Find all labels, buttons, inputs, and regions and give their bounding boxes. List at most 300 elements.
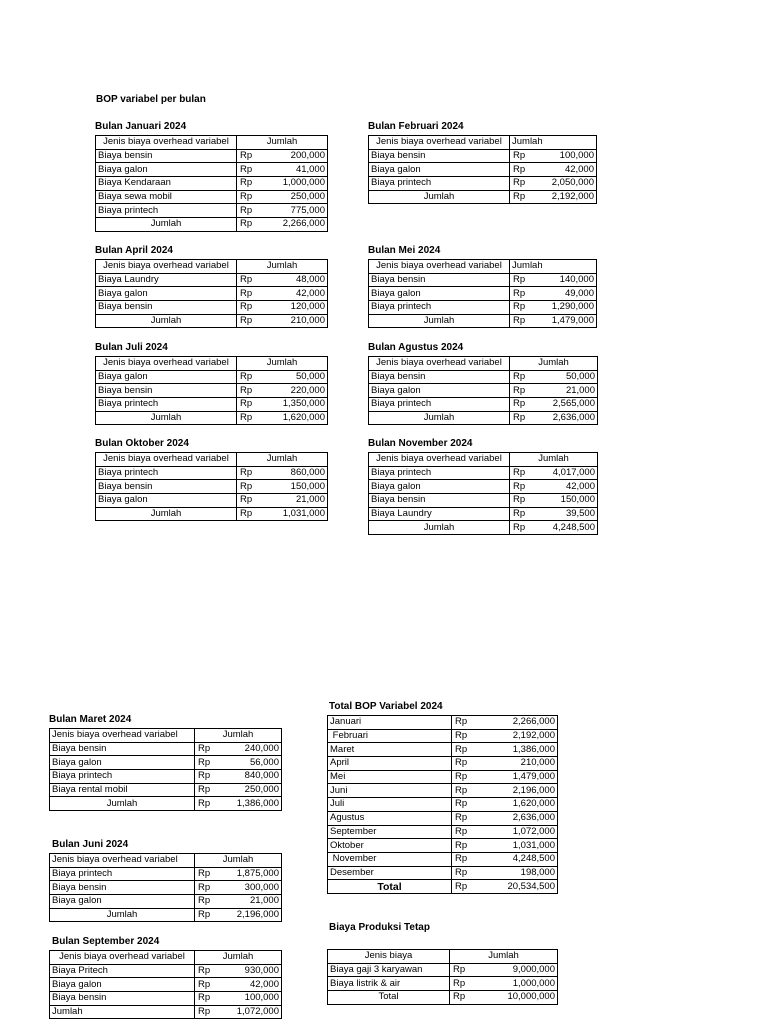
row-value: 1,290,000 xyxy=(532,301,597,315)
table-row xyxy=(369,301,597,315)
table-row xyxy=(96,163,328,177)
total-value: 10,000,000 xyxy=(480,991,558,1005)
cost-table xyxy=(49,853,282,922)
total-value: 1,479,000 xyxy=(532,314,597,328)
table-block-oktober xyxy=(95,437,328,521)
row-label: Biaya bensin xyxy=(96,301,237,315)
table-row xyxy=(50,881,282,895)
row-value: 100,000 xyxy=(532,149,597,163)
month-label: Desember xyxy=(328,866,452,880)
summary-table xyxy=(327,715,558,894)
total-currency: Rp xyxy=(510,411,532,425)
total-label: Jumlah xyxy=(96,507,237,521)
row-currency: Rp xyxy=(195,770,217,784)
table-row xyxy=(50,756,282,770)
table-total-row xyxy=(369,521,598,535)
total-currency: Rp xyxy=(510,314,532,328)
row-value: 1,875,000 xyxy=(217,867,282,881)
header-cost-type: Jenis biaya overhead variabel xyxy=(369,357,510,371)
row-currency: Rp xyxy=(237,384,259,398)
table-title: Bulan Maret 2024 xyxy=(49,714,132,725)
table-header-row xyxy=(50,854,282,868)
row-label: Biaya printech xyxy=(96,204,237,218)
row-label: Biaya galon xyxy=(96,163,237,177)
row-label: Biaya printech xyxy=(369,177,510,191)
row-currency: Rp xyxy=(510,163,532,177)
header-cost-type: Jenis biaya overhead variabel xyxy=(369,260,510,274)
table-block-agustus xyxy=(368,341,598,425)
table-row xyxy=(369,507,598,521)
row-currency: Rp xyxy=(237,149,259,163)
table-title: Bulan April 2024 xyxy=(95,245,173,256)
table-row xyxy=(328,770,558,784)
document-title: BOP variabel per bulan xyxy=(96,94,206,105)
row-currency: Rp xyxy=(510,507,532,521)
row-value: 2,636,000 xyxy=(482,811,558,825)
row-value: 140,000 xyxy=(532,273,597,287)
row-currency: Rp xyxy=(452,825,482,839)
row-label: Biaya bensin xyxy=(369,370,510,384)
table-row xyxy=(96,480,328,494)
total-currency: Rp xyxy=(237,218,259,232)
row-currency: Rp xyxy=(452,866,482,880)
row-label: Biaya bensin xyxy=(50,992,195,1006)
total-currency: Rp xyxy=(510,521,532,535)
row-currency: Rp xyxy=(195,895,217,909)
row-label: Biaya galon xyxy=(369,384,510,398)
row-value: 1,386,000 xyxy=(482,743,558,757)
month-label: Maret xyxy=(328,743,452,757)
table-title: Bulan September 2024 xyxy=(52,936,160,947)
header-amount: Jumlah xyxy=(237,357,328,371)
row-currency: Rp xyxy=(237,273,259,287)
table-row xyxy=(328,866,558,880)
header-cost-type: Jenis biaya overhead variabel xyxy=(369,136,510,150)
total-label: Jumlah xyxy=(96,314,237,328)
row-currency: Rp xyxy=(195,992,217,1006)
total-label: Jumlah xyxy=(369,190,510,204)
row-currency: Rp xyxy=(452,811,482,825)
header-amount: Jumlah xyxy=(195,854,282,868)
cost-table xyxy=(95,356,328,425)
header-amount: Jumlah xyxy=(195,729,282,743)
total-label: Jumlah xyxy=(50,797,195,811)
table-total-row xyxy=(369,190,597,204)
table-block-total-bop xyxy=(327,700,558,894)
row-value: 1,072,000 xyxy=(482,825,558,839)
row-value: 775,000 xyxy=(259,204,328,218)
table-block-februari xyxy=(368,120,597,204)
row-label: Biaya printech xyxy=(369,398,510,412)
cost-table xyxy=(95,452,328,521)
row-currency: Rp xyxy=(195,867,217,881)
table-row xyxy=(96,190,328,204)
total-currency: Rp xyxy=(195,908,217,922)
row-value: 21,000 xyxy=(532,384,598,398)
table-header-row xyxy=(50,951,282,965)
header-amount: Jumlah xyxy=(510,357,598,371)
header-cost-type: Jenis biaya overhead variabel xyxy=(369,453,510,467)
cost-table xyxy=(95,135,328,232)
row-value: 220,000 xyxy=(259,384,328,398)
total-value: 2,196,000 xyxy=(217,908,282,922)
total-currency: Rp xyxy=(195,1005,217,1019)
header-amount: Jumlah xyxy=(510,136,597,150)
row-label: Biaya bensin xyxy=(96,480,237,494)
table-row xyxy=(50,964,282,978)
table-row xyxy=(96,287,328,301)
row-label: Biaya Laundry xyxy=(369,507,510,521)
row-label: Biaya bensin xyxy=(96,149,237,163)
month-label: Oktober xyxy=(328,839,452,853)
table-row xyxy=(96,370,328,384)
total-label: Total xyxy=(328,880,452,894)
total-currency: Rp xyxy=(195,797,217,811)
table-row xyxy=(50,978,282,992)
row-value: 1,620,000 xyxy=(482,798,558,812)
table-block-biaya-tetap xyxy=(327,921,558,1005)
total-value: 2,192,000 xyxy=(532,190,597,204)
table-row xyxy=(328,743,558,757)
header-amount: Jumlah xyxy=(510,453,598,467)
table-row xyxy=(328,798,558,812)
row-currency: Rp xyxy=(237,398,259,412)
row-label: Biaya galon xyxy=(369,163,510,177)
row-currency: Rp xyxy=(237,204,259,218)
row-value: 1,031,000 xyxy=(482,839,558,853)
table-title: Bulan Juni 2024 xyxy=(52,839,129,850)
table-row xyxy=(328,852,558,866)
row-currency: Rp xyxy=(452,798,482,812)
header-amount: Jumlah xyxy=(195,951,282,965)
table-row xyxy=(369,370,598,384)
row-value: 50,000 xyxy=(532,370,598,384)
table-row xyxy=(50,895,282,909)
row-label: Biaya bensin xyxy=(50,742,195,756)
row-label: Biaya printech xyxy=(50,867,195,881)
row-value: 9,000,000 xyxy=(480,963,558,977)
row-label: Biaya printech xyxy=(369,466,510,480)
table-row xyxy=(328,729,558,743)
header-amount: Jumlah xyxy=(237,453,328,467)
row-value: 50,000 xyxy=(259,370,328,384)
row-value: 250,000 xyxy=(217,783,282,797)
row-value: 2,192,000 xyxy=(482,729,558,743)
row-value: 1,000,000 xyxy=(259,177,328,191)
table-row xyxy=(369,287,597,301)
table-row xyxy=(328,977,558,991)
table-total-row xyxy=(50,1005,282,1019)
table-total-row xyxy=(96,314,328,328)
cost-table xyxy=(49,950,282,1019)
total-currency: Rp xyxy=(237,314,259,328)
row-currency: Rp xyxy=(510,177,532,191)
table-row xyxy=(369,466,598,480)
table-row xyxy=(328,716,558,730)
table-title: Bulan Oktober 2024 xyxy=(95,438,189,449)
total-value: 2,266,000 xyxy=(259,218,328,232)
month-label: Mei xyxy=(328,770,452,784)
row-label: Biaya Laundry xyxy=(96,273,237,287)
table-row xyxy=(328,784,558,798)
row-label: Biaya galon xyxy=(96,494,237,508)
table-row xyxy=(328,757,558,771)
row-currency: Rp xyxy=(237,287,259,301)
row-currency: Rp xyxy=(510,273,532,287)
total-label: Jumlah xyxy=(50,908,195,922)
table-header-row xyxy=(328,950,558,964)
month-label: November xyxy=(328,852,452,866)
row-value: 39,500 xyxy=(532,507,598,521)
row-value: 200,000 xyxy=(259,149,328,163)
row-value: 198,000 xyxy=(482,866,558,880)
table-row xyxy=(96,301,328,315)
row-value: 56,000 xyxy=(217,756,282,770)
row-value: 21,000 xyxy=(259,494,328,508)
table-title: Bulan Mei 2024 xyxy=(368,245,441,256)
table-header-row xyxy=(96,453,328,467)
row-value: 1,000,000 xyxy=(480,977,558,991)
row-label: Biaya bensin xyxy=(50,881,195,895)
total-label: Jumlah xyxy=(96,411,237,425)
row-value: 1,479,000 xyxy=(482,770,558,784)
row-label: Biaya Kendaraan xyxy=(96,177,237,191)
table-row xyxy=(369,480,598,494)
row-label: Biaya galon xyxy=(96,370,237,384)
row-value: 49,000 xyxy=(532,287,597,301)
row-value: 41,000 xyxy=(259,163,328,177)
row-label: Biaya gaji 3 karyawan xyxy=(328,963,450,977)
table-total-row xyxy=(50,797,282,811)
table-row xyxy=(369,177,597,191)
table-row xyxy=(96,273,328,287)
fixed-cost-table xyxy=(327,949,558,1005)
total-value: 2,636,000 xyxy=(532,411,598,425)
table-total-row xyxy=(328,880,558,894)
header-cost-type: Jenis biaya overhead variabel xyxy=(96,453,237,467)
table-title: Biaya Produksi Tetap xyxy=(329,922,430,933)
row-value: 42,000 xyxy=(259,287,328,301)
table-row xyxy=(50,770,282,784)
header-amount: Jumlah xyxy=(237,260,328,274)
table-row xyxy=(328,825,558,839)
total-value: 1,031,000 xyxy=(259,507,328,521)
row-value: 860,000 xyxy=(259,466,328,480)
row-value: 4,017,000 xyxy=(532,466,598,480)
table-header-row xyxy=(369,136,597,150)
total-currency: Rp xyxy=(510,190,532,204)
table-title: Bulan Februari 2024 xyxy=(368,121,464,132)
month-label: Januari xyxy=(328,716,452,730)
table-row xyxy=(369,398,598,412)
row-currency: Rp xyxy=(452,852,482,866)
table-row xyxy=(50,867,282,881)
total-label: Jumlah xyxy=(50,1005,195,1019)
header-cost-type: Jenis biaya overhead variabel xyxy=(50,951,195,965)
total-currency: Rp xyxy=(452,880,482,894)
table-header-row xyxy=(96,260,328,274)
row-label: Biaya printech xyxy=(369,301,510,315)
cost-table xyxy=(95,259,328,328)
table-row xyxy=(369,149,597,163)
month-label: April xyxy=(328,757,452,771)
row-currency: Rp xyxy=(510,149,532,163)
table-row xyxy=(96,204,328,218)
row-label: Biaya listrik & air xyxy=(328,977,450,991)
total-currency: Rp xyxy=(237,411,259,425)
total-value: 4,248,500 xyxy=(532,521,598,535)
total-value: 1,072,000 xyxy=(217,1005,282,1019)
row-value: 21,000 xyxy=(217,895,282,909)
table-block-april xyxy=(95,244,328,328)
row-value: 4,248,500 xyxy=(482,852,558,866)
row-currency: Rp xyxy=(195,742,217,756)
table-title: Total BOP Variabel 2024 xyxy=(329,701,443,712)
row-value: 840,000 xyxy=(217,770,282,784)
total-value: 1,620,000 xyxy=(259,411,328,425)
table-row xyxy=(328,963,558,977)
row-currency: Rp xyxy=(195,881,217,895)
total-label: Jumlah xyxy=(369,521,510,535)
total-label: Jumlah xyxy=(369,411,510,425)
header-cost-type: Jenis biaya overhead variabel xyxy=(96,260,237,274)
row-currency: Rp xyxy=(450,963,480,977)
row-currency: Rp xyxy=(237,480,259,494)
row-label: Biaya galon xyxy=(369,287,510,301)
row-label: Biaya galon xyxy=(50,895,195,909)
table-row xyxy=(96,177,328,191)
row-currency: Rp xyxy=(510,287,532,301)
total-label: Jumlah xyxy=(96,218,237,232)
row-value: 250,000 xyxy=(259,190,328,204)
table-block-juni xyxy=(49,838,282,922)
row-currency: Rp xyxy=(452,716,482,730)
table-row xyxy=(96,384,328,398)
row-currency: Rp xyxy=(450,977,480,991)
table-title: Bulan Januari 2024 xyxy=(95,121,187,132)
row-currency: Rp xyxy=(237,163,259,177)
table-row xyxy=(96,494,328,508)
row-label: Biaya rental mobil xyxy=(50,783,195,797)
table-row xyxy=(369,494,598,508)
row-value: 2,050,000 xyxy=(532,177,597,191)
table-row xyxy=(369,384,598,398)
row-currency: Rp xyxy=(195,756,217,770)
row-currency: Rp xyxy=(237,301,259,315)
row-value: 150,000 xyxy=(532,494,598,508)
row-currency: Rp xyxy=(510,494,532,508)
month-label: Februari xyxy=(328,729,452,743)
table-total-row xyxy=(96,411,328,425)
row-currency: Rp xyxy=(237,370,259,384)
row-currency: Rp xyxy=(452,757,482,771)
header-cost-type: Jenis biaya overhead variabel xyxy=(96,357,237,371)
row-currency: Rp xyxy=(237,494,259,508)
table-total-row xyxy=(328,991,558,1005)
total-value: 1,386,000 xyxy=(217,797,282,811)
header-cost-type: Jenis biaya overhead variabel xyxy=(50,729,195,743)
total-currency: Rp xyxy=(450,991,480,1005)
row-currency: Rp xyxy=(510,301,532,315)
table-block-juli xyxy=(95,341,328,425)
table-block-januari xyxy=(95,120,328,232)
table-total-row xyxy=(96,507,328,521)
row-label: Biaya galon xyxy=(96,287,237,301)
header-amount: Jumlah xyxy=(237,136,328,150)
row-currency: Rp xyxy=(452,729,482,743)
table-row xyxy=(50,783,282,797)
row-value: 120,000 xyxy=(259,301,328,315)
table-header-row xyxy=(369,357,598,371)
table-total-row xyxy=(369,314,597,328)
month-label: Agustus xyxy=(328,811,452,825)
row-value: 42,000 xyxy=(217,978,282,992)
table-row xyxy=(96,466,328,480)
row-label: Biaya printech xyxy=(96,466,237,480)
header-cost-type: Jenis biaya overhead variabel xyxy=(50,854,195,868)
month-label: Juli xyxy=(328,798,452,812)
table-header-row xyxy=(50,729,282,743)
table-title: Bulan Agustus 2024 xyxy=(368,342,464,353)
table-header-row xyxy=(369,453,598,467)
row-label: Biaya galon xyxy=(50,756,195,770)
table-row xyxy=(328,811,558,825)
table-row xyxy=(96,149,328,163)
table-block-mei xyxy=(368,244,597,328)
row-currency: Rp xyxy=(510,480,532,494)
row-currency: Rp xyxy=(452,770,482,784)
row-currency: Rp xyxy=(237,190,259,204)
table-title: Bulan November 2024 xyxy=(368,438,473,449)
cost-table xyxy=(368,356,598,425)
table-row xyxy=(96,398,328,412)
total-value: 210,000 xyxy=(259,314,328,328)
header-cost-type: Jenis biaya xyxy=(328,950,450,964)
row-value: 2,565,000 xyxy=(532,398,598,412)
row-label: Biaya bensin xyxy=(369,149,510,163)
total-label: Total xyxy=(328,991,450,1005)
row-currency: Rp xyxy=(237,177,259,191)
row-value: 2,196,000 xyxy=(482,784,558,798)
row-currency: Rp xyxy=(195,978,217,992)
cost-table xyxy=(368,259,597,328)
row-value: 2,266,000 xyxy=(482,716,558,730)
row-value: 300,000 xyxy=(217,881,282,895)
row-value: 930,000 xyxy=(217,964,282,978)
table-total-row xyxy=(96,218,328,232)
table-row xyxy=(328,839,558,853)
total-currency: Rp xyxy=(237,507,259,521)
table-title: Bulan Juli 2024 xyxy=(95,342,168,353)
cost-table xyxy=(368,135,597,204)
total-label: Jumlah xyxy=(369,314,510,328)
table-header-row xyxy=(96,357,328,371)
row-currency: Rp xyxy=(510,398,532,412)
table-block-maret xyxy=(49,713,282,811)
month-label: September xyxy=(328,825,452,839)
row-label: Biaya bensin xyxy=(369,273,510,287)
row-value: 100,000 xyxy=(217,992,282,1006)
table-row xyxy=(369,163,597,177)
row-value: 42,000 xyxy=(532,480,598,494)
total-value: 20,534,500 xyxy=(482,880,558,894)
row-currency: Rp xyxy=(510,370,532,384)
cost-table xyxy=(368,452,598,535)
table-block-september xyxy=(49,935,282,1019)
row-currency: Rp xyxy=(510,466,532,480)
row-label: Biaya bensin xyxy=(369,494,510,508)
table-total-row xyxy=(369,411,598,425)
